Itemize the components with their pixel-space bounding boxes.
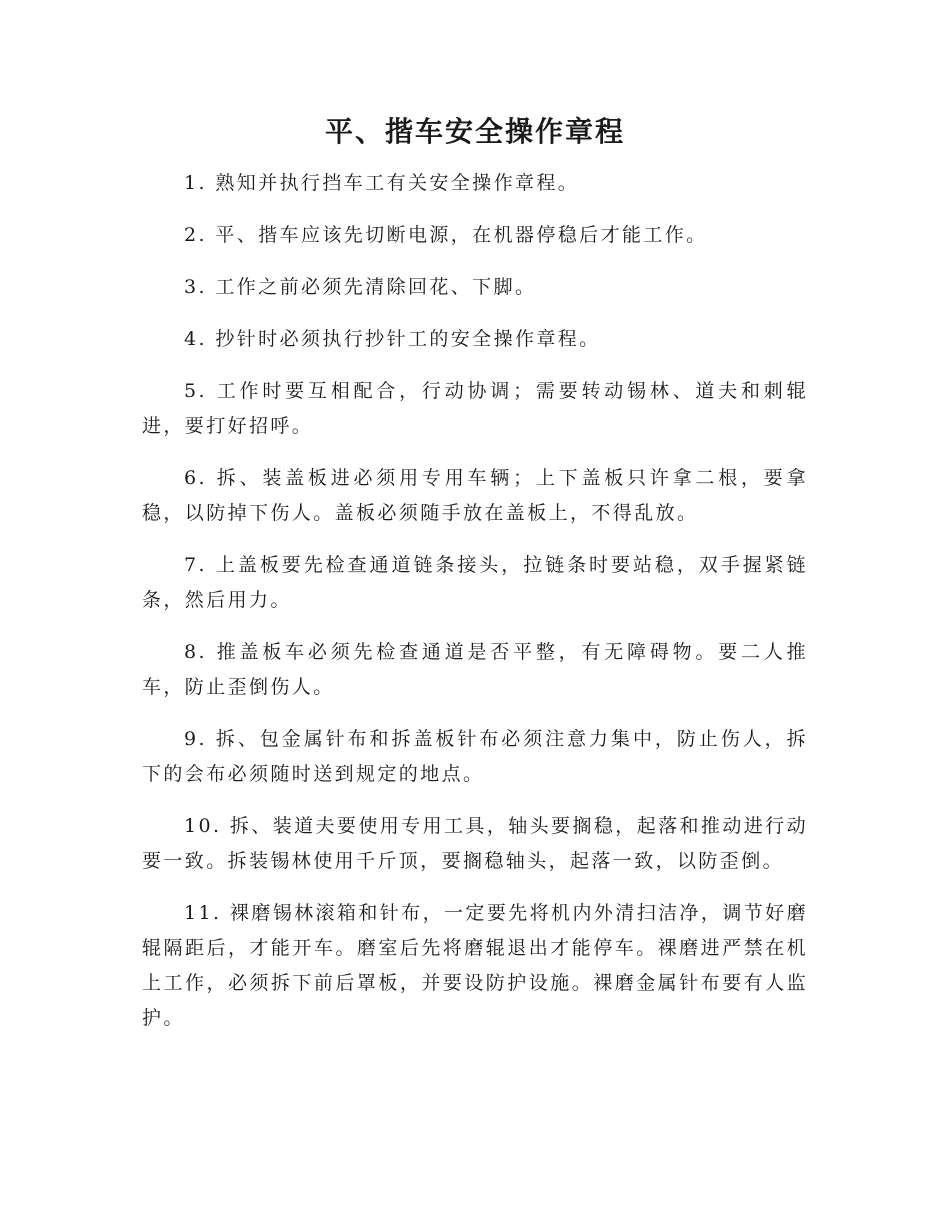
paragraph-1: 1. 熟知并执行挡车工有关安全操作章程。 bbox=[184, 172, 580, 194]
paragraph-8: 8. 推盖板车必须先检查通道是否平整，有无障碍物。要二人推车，防止歪倒伤人。 bbox=[142, 641, 808, 698]
paragraph-3: 3. 工作之前必须先清除回花、下脚。 bbox=[184, 276, 537, 298]
document-title: 平、揩车安全操作章程 bbox=[324, 115, 625, 148]
paragraph-9: 9. 拆、包金属针布和拆盖板针布必须注意力集中，防止伤人，拆下的会布必须随时送到规定的地点。 bbox=[142, 728, 808, 785]
paragraph-4: 4. 抄针时必须执行抄针工的安全操作章程。 bbox=[184, 328, 601, 350]
document-body bbox=[142, 166, 808, 1053]
paragraph-2: 2. 平、揩车应该先切断电源，在机器停稳后才能工作。 bbox=[184, 224, 708, 246]
paragraph-7: 7. 上盖板要先检查通道链条接头，拉链条时要站稳，双手握紧链条，然后用力。 bbox=[142, 554, 808, 611]
paragraph-11: 11. 裸磨锡林滚箱和针布，一定要先将机内外清扫洁净，调节好磨辊隔距后，才能开车。磨室后先将磨辊退出才能停车。裸磨进严禁在机上工作，必须拆下前后罩板，并要设防护设施。裸磨金属针布要有人监护。 bbox=[142, 902, 808, 1029]
paragraph-10: 10. 拆、装道夫要使用专用工具，轴头要搁稳，起落和推动进行动要一致。拆装锡林使用千斤顶，要搁稳轴头，起落一致，以防歪倒。 bbox=[142, 815, 808, 872]
paragraph-5: 5. 工作时要互相配合，行动协调；需要转动锡林、道夫和刺辊进，要打好招呼。 bbox=[142, 380, 808, 437]
paragraph-6: 6. 拆、装盖板进必须用专用车辆；上下盖板只许拿二根，要拿稳，以防掉下伤人。盖板必须随手放在盖板上，不得乱放。 bbox=[142, 467, 808, 524]
